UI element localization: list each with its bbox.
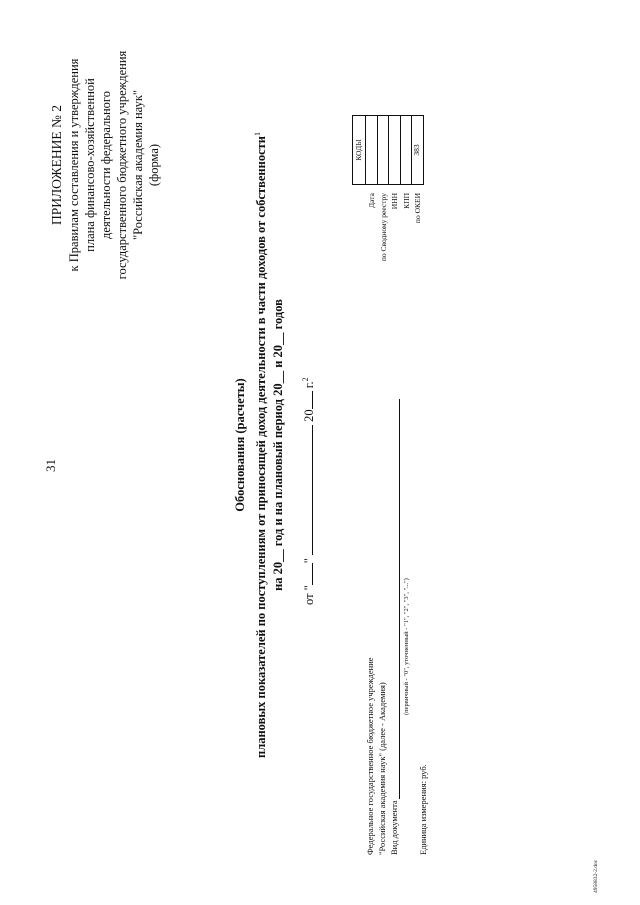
code-label-inn: ИНН: [390, 193, 399, 210]
unit-of-measure: Единица измерения: руб.: [418, 764, 428, 855]
code-label-date: Дата: [367, 193, 376, 208]
document-type-hint: (первичный - "0", уточненный - "1", "2", "3", "..."): [403, 578, 410, 715]
footnote-marker: 2: [300, 377, 310, 382]
appendix-form-label: (форма): [147, 143, 161, 187]
code-value-okei[interactable]: 383: [412, 116, 424, 185]
appendix-line: деятельности федерального: [99, 91, 113, 239]
codes-table: [352, 115, 424, 185]
organization-line-2: "Российская академия наук" (далее - Академия): [377, 682, 387, 855]
appendix-block: [48, 45, 162, 285]
month-field[interactable]: [300, 425, 313, 555]
appendix-line: "Российская академия наук": [131, 89, 145, 241]
footnote-marker: 1: [253, 132, 262, 137]
date-year-prefix: 20: [302, 409, 316, 422]
appendix-line: плана финансово-хозяйственной: [83, 78, 97, 252]
appendix-title: ПРИЛОЖЕНИЕ № 2: [49, 104, 64, 226]
year-field[interactable]: [300, 391, 313, 409]
date-prefix: от ": [302, 585, 316, 605]
day-field[interactable]: [300, 563, 313, 585]
appendix-line: к Правилам составления и утверждения: [67, 58, 81, 272]
code-value-date[interactable]: [366, 116, 378, 185]
codes-header: КОДЫ: [353, 116, 366, 185]
code-value-registry[interactable]: [377, 116, 389, 185]
date-line: [300, 377, 317, 605]
document-type-label: Вид документа: [389, 800, 399, 855]
date-suffix: г.: [302, 381, 316, 389]
title-line-3: на 20__ год и на плановый период 20__ и 20__ годов: [271, 299, 286, 591]
code-label-kpp: КПП: [401, 193, 411, 209]
code-label-okei: по ОКЕИ: [413, 193, 422, 224]
title-line-2-text: плановых показателей по поступлениям от приносящей доход деятельности в части доходов от собственности: [254, 136, 269, 758]
document-type-field[interactable]: [399, 399, 400, 799]
page-number: 31: [43, 459, 58, 472]
code-value-inn[interactable]: [389, 116, 401, 185]
title-line-2: [249, 85, 270, 805]
code-label-registry: по Сводному реестру: [378, 193, 388, 262]
date-quote: ": [302, 558, 316, 564]
appendix-line: государственного бюджетного учреждения: [115, 50, 129, 280]
organization-line-1: Федеральное государственное бюджетное учреждение: [365, 657, 375, 855]
title-line-1: Обоснования (расчеты): [233, 378, 247, 512]
codes-labels: [366, 193, 424, 293]
document-title: [232, 85, 287, 805]
code-value-kpp[interactable]: [400, 116, 412, 185]
file-reference: 4958832-2.doc: [593, 859, 599, 893]
